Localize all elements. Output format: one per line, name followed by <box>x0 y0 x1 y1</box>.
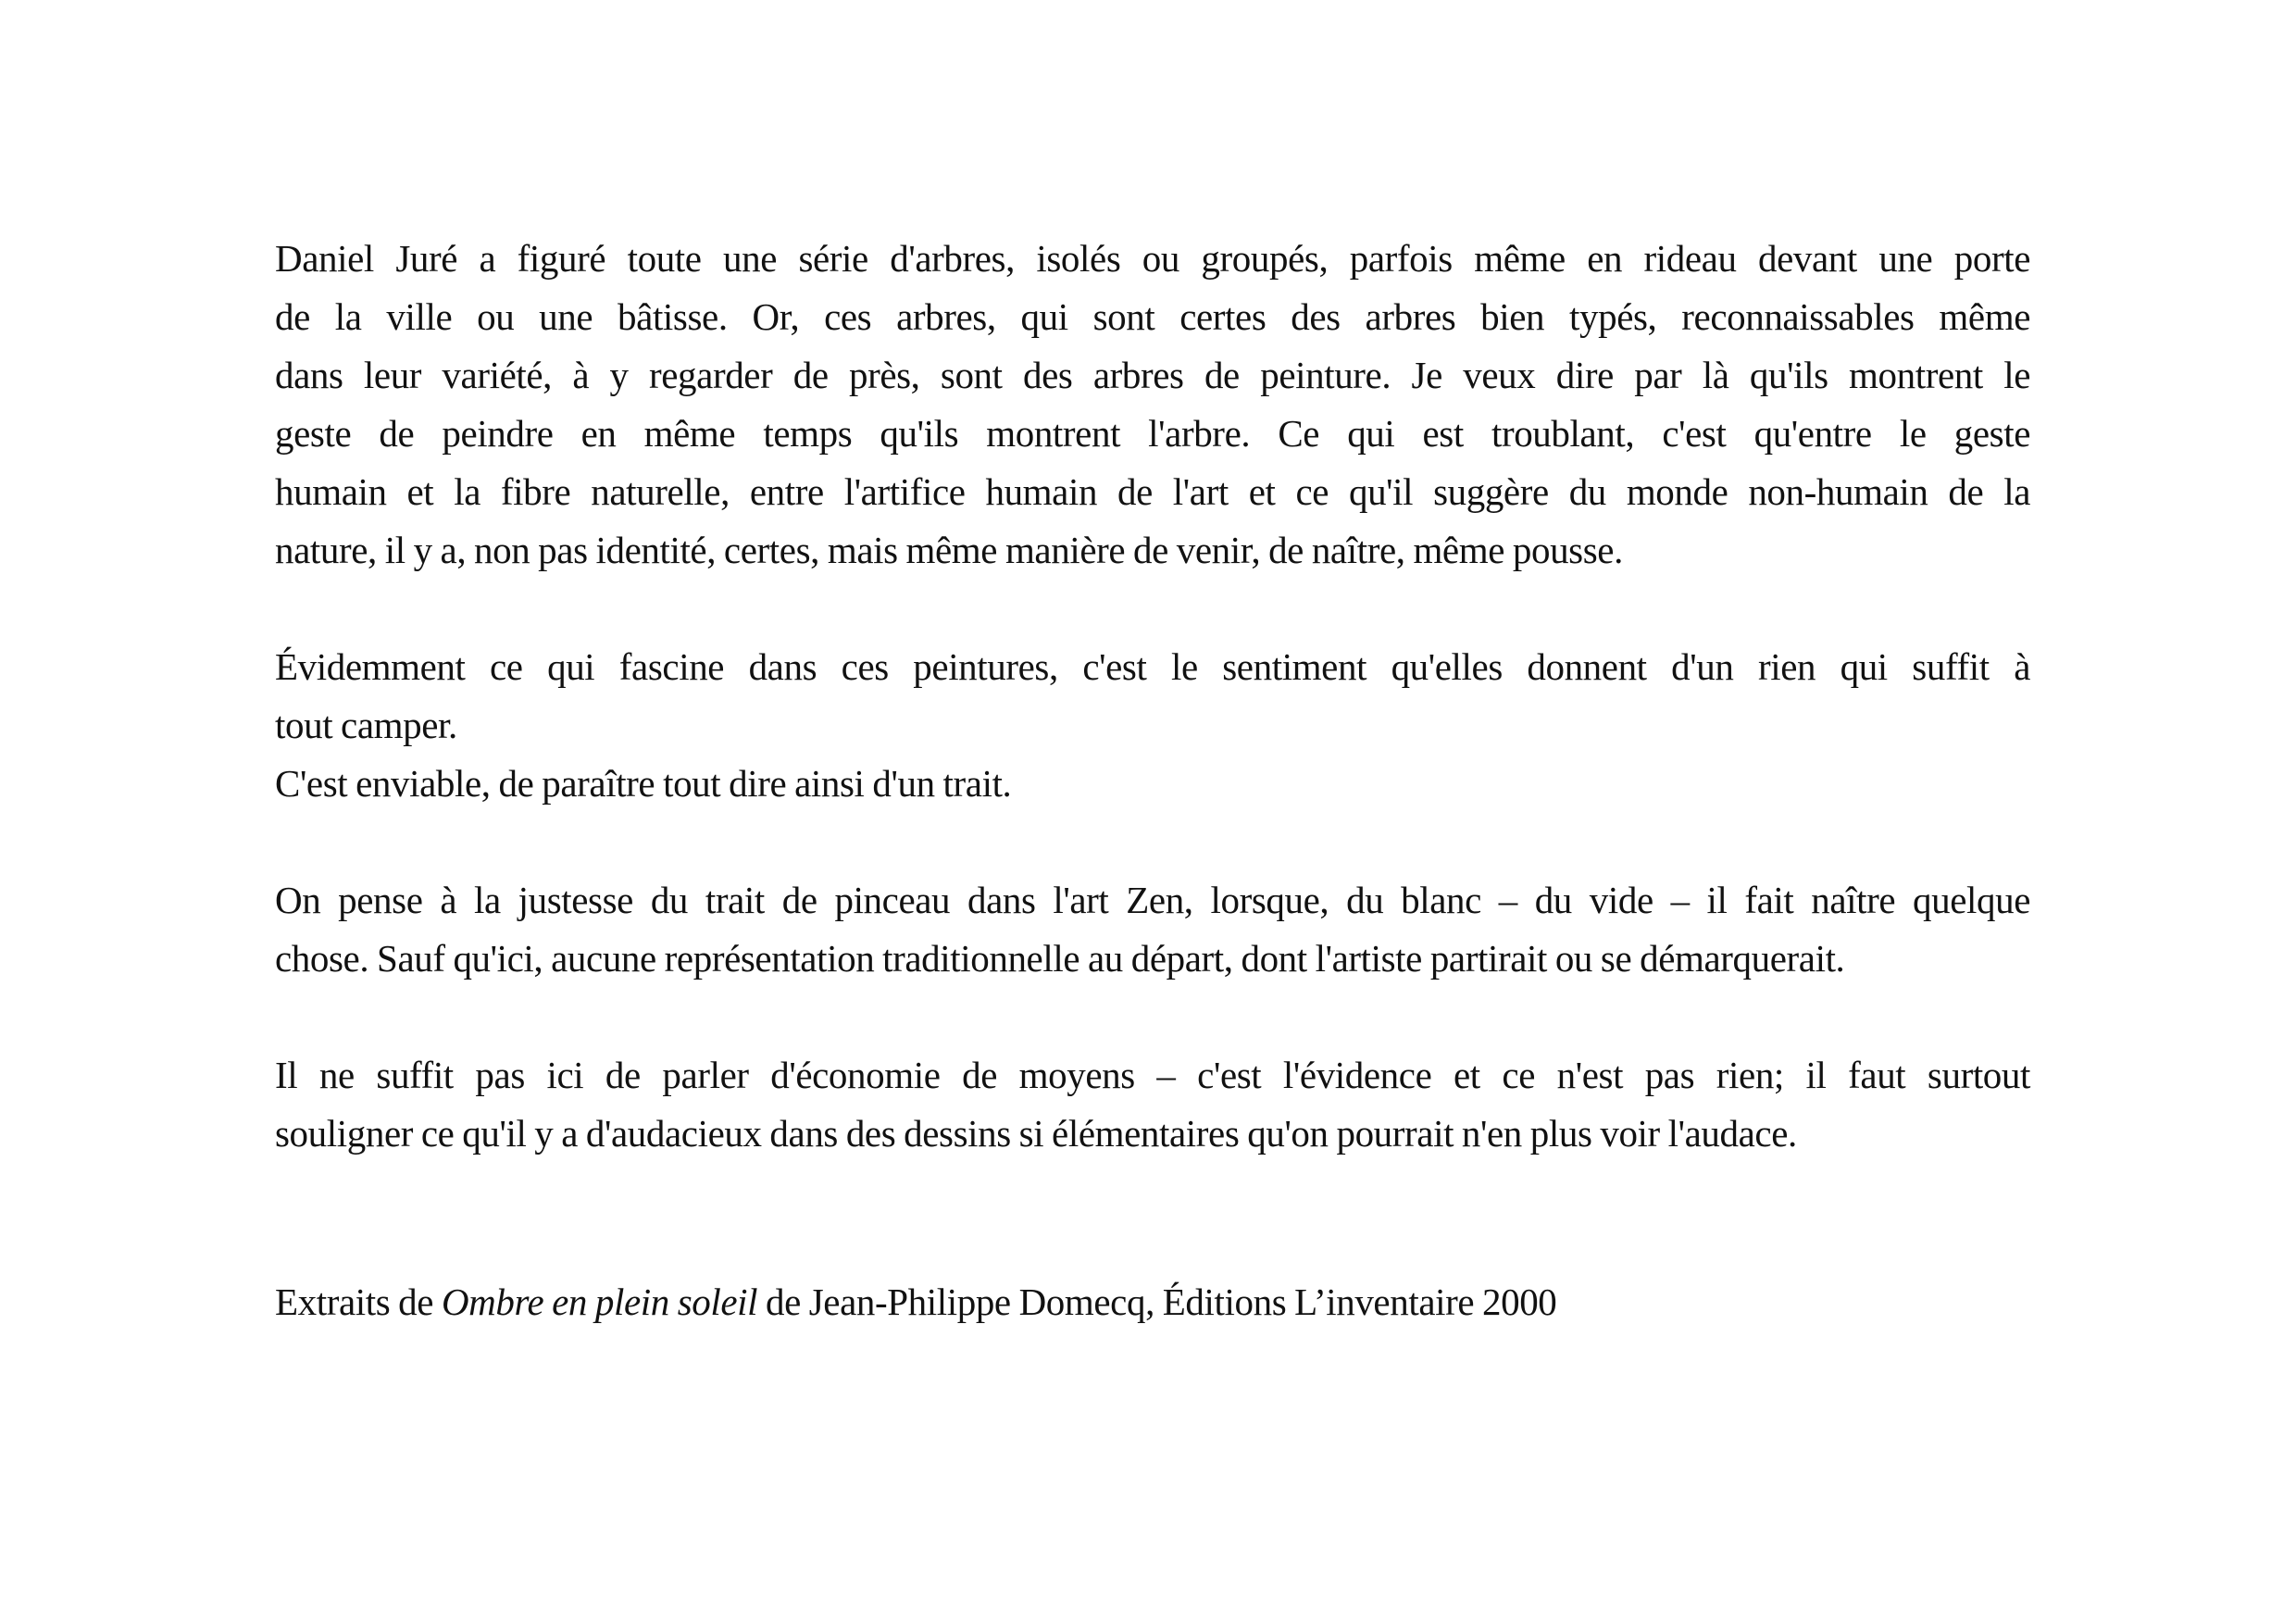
paragraph-1 <box>275 230 2030 580</box>
paragraph-line: de la ville ou une bâtisse. Or, ces arbres, qui sont certes des arbres bien typés, reconnaissables même <box>275 295 2030 338</box>
paragraph-line: souligner ce qu'il y a d'audacieux dans des dessins si élémentaires qu'on pourrait n'en plus voir l'audace. <box>275 1112 1797 1155</box>
citation-prefix: Extraits de <box>275 1280 442 1323</box>
citation <box>275 1273 2030 1331</box>
paragraph-line: humain et la fibre naturelle, entre l'artifice humain de l'art et ce qu'il suggère du monde non-humain de la <box>275 470 2030 513</box>
paragraph-line: Évidemment ce qui fascine dans ces peintures, c'est le sentiment qu'elles donnent d'un rien qui suffit à <box>275 645 2030 688</box>
paragraph-4 <box>275 1046 2030 1163</box>
paragraph-3 <box>275 871 2030 988</box>
paragraph-gap <box>275 988 2030 1046</box>
paragraph-line: C'est enviable, de paraître tout dire ainsi d'un trait. <box>275 762 1012 805</box>
paragraph-line: nature, il y a, non pas identité, certes, mais même manière de venir, de naître, même pousse. <box>275 529 1623 571</box>
paragraph-line: Il ne suffit pas ici de parler d'économie de moyens – c'est l'évidence et ce n'est pas rien; il faut surtout <box>275 1054 2030 1096</box>
paragraph-2 <box>275 638 2030 813</box>
citation-book-title: Ombre en plein soleil <box>441 1280 758 1323</box>
paragraph-line: dans leur variété, à y regarder de près, sont des arbres de peinture. Je veux dire par là qu'ils montrent le <box>275 354 2030 396</box>
paragraph-gap <box>275 580 2030 638</box>
paragraph-line: geste de peindre en même temps qu'ils montrent l'arbre. Ce qui est troublant, c'est qu'entre le geste <box>275 412 2030 455</box>
paragraph-line: chose. Sauf qu'ici, aucune représentation traditionnelle au départ, dont l'artiste partirait ou se démarquerait. <box>275 937 1845 980</box>
paragraph-gap <box>275 813 2030 871</box>
body-text <box>275 230 2030 1163</box>
citation-suffix: de Jean-Philippe Domecq, Éditions L’inventaire 2000 <box>757 1280 1557 1323</box>
paragraph-line: Daniel Juré a figuré toute une série d'arbres, isolés ou groupés, parfois même en rideau devant une porte <box>275 237 2030 280</box>
paragraph-line: tout camper. <box>275 704 457 746</box>
paragraph-line: On pense à la justesse du trait de pinceau dans l'art Zen, lorsque, du blanc – du vide – il fait naître quelque <box>275 879 2030 921</box>
